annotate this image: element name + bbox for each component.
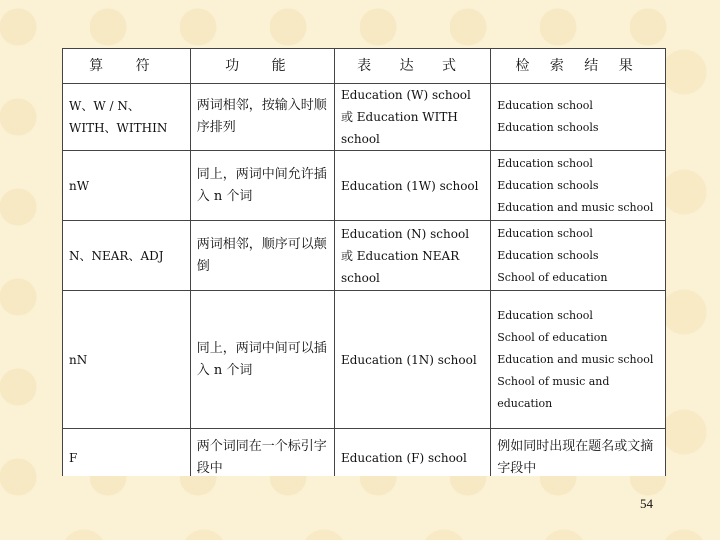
result-line: Education school [497, 226, 593, 240]
operator-cell: nW [63, 151, 191, 221]
table-row [63, 291, 666, 429]
page-number: 54 [640, 496, 653, 511]
function-cell: 两词相邻，顺序可以颠倒 [190, 221, 334, 291]
table-row [63, 84, 666, 151]
result-line: Education school [497, 99, 593, 112]
expression-cell: Education (1W) school [334, 151, 490, 221]
function-cell: 同上，两词中间允许插入 n 个词 [190, 151, 334, 221]
result-line: Education schools [497, 178, 599, 192]
result-line: School of education [497, 330, 608, 344]
result-cell: 例如同时出现在题名或文摘字段中 [491, 429, 666, 477]
result-cell [491, 221, 666, 291]
operator-cell: nN [63, 291, 191, 429]
table-row [63, 221, 666, 291]
header-result: 检 索 结 果 [491, 49, 666, 84]
result-cell [491, 151, 666, 221]
expression-cell: Education (N) school 或 Education NEAR school [334, 221, 490, 291]
result-line: Education school [497, 308, 593, 322]
table-row [63, 429, 666, 477]
result-line: Education school [497, 156, 593, 170]
function-cell: 两词相邻，按输入时顺序排列 [190, 84, 334, 151]
operator-cell: N、NEAR、ADJ [63, 221, 191, 291]
operator-cell: W、W / N、WITH、WITHIN [63, 84, 191, 151]
result-line: Education schools [497, 121, 599, 134]
header-function: 功 能 [190, 49, 334, 84]
operator-cell: F [63, 429, 191, 477]
result-line: Education and music school [497, 352, 654, 366]
result-line: School of education [497, 270, 608, 284]
header-operator: 算 符 [63, 49, 191, 84]
table-row [63, 151, 666, 221]
result-line: Education and music school [497, 200, 654, 214]
expression-cell: Education (F) school [334, 429, 490, 477]
search-operator-table [62, 48, 666, 476]
expression-cell: Education (W) school 或 Education WITH school [334, 84, 490, 151]
operator-table [62, 48, 666, 476]
expression-cell: Education (1N) school [334, 291, 490, 429]
result-cell [491, 291, 666, 429]
header-expression: 表 达 式 [334, 49, 490, 84]
result-line: School of music and education [497, 374, 610, 410]
function-cell: 同上，两词中间可以插入 n 个词 [190, 291, 334, 429]
table-header-row [63, 49, 666, 84]
function-cell: 两个词同在一个标引字段中 [190, 429, 334, 477]
result-cell [491, 84, 666, 151]
result-line: Education schools [497, 248, 599, 262]
